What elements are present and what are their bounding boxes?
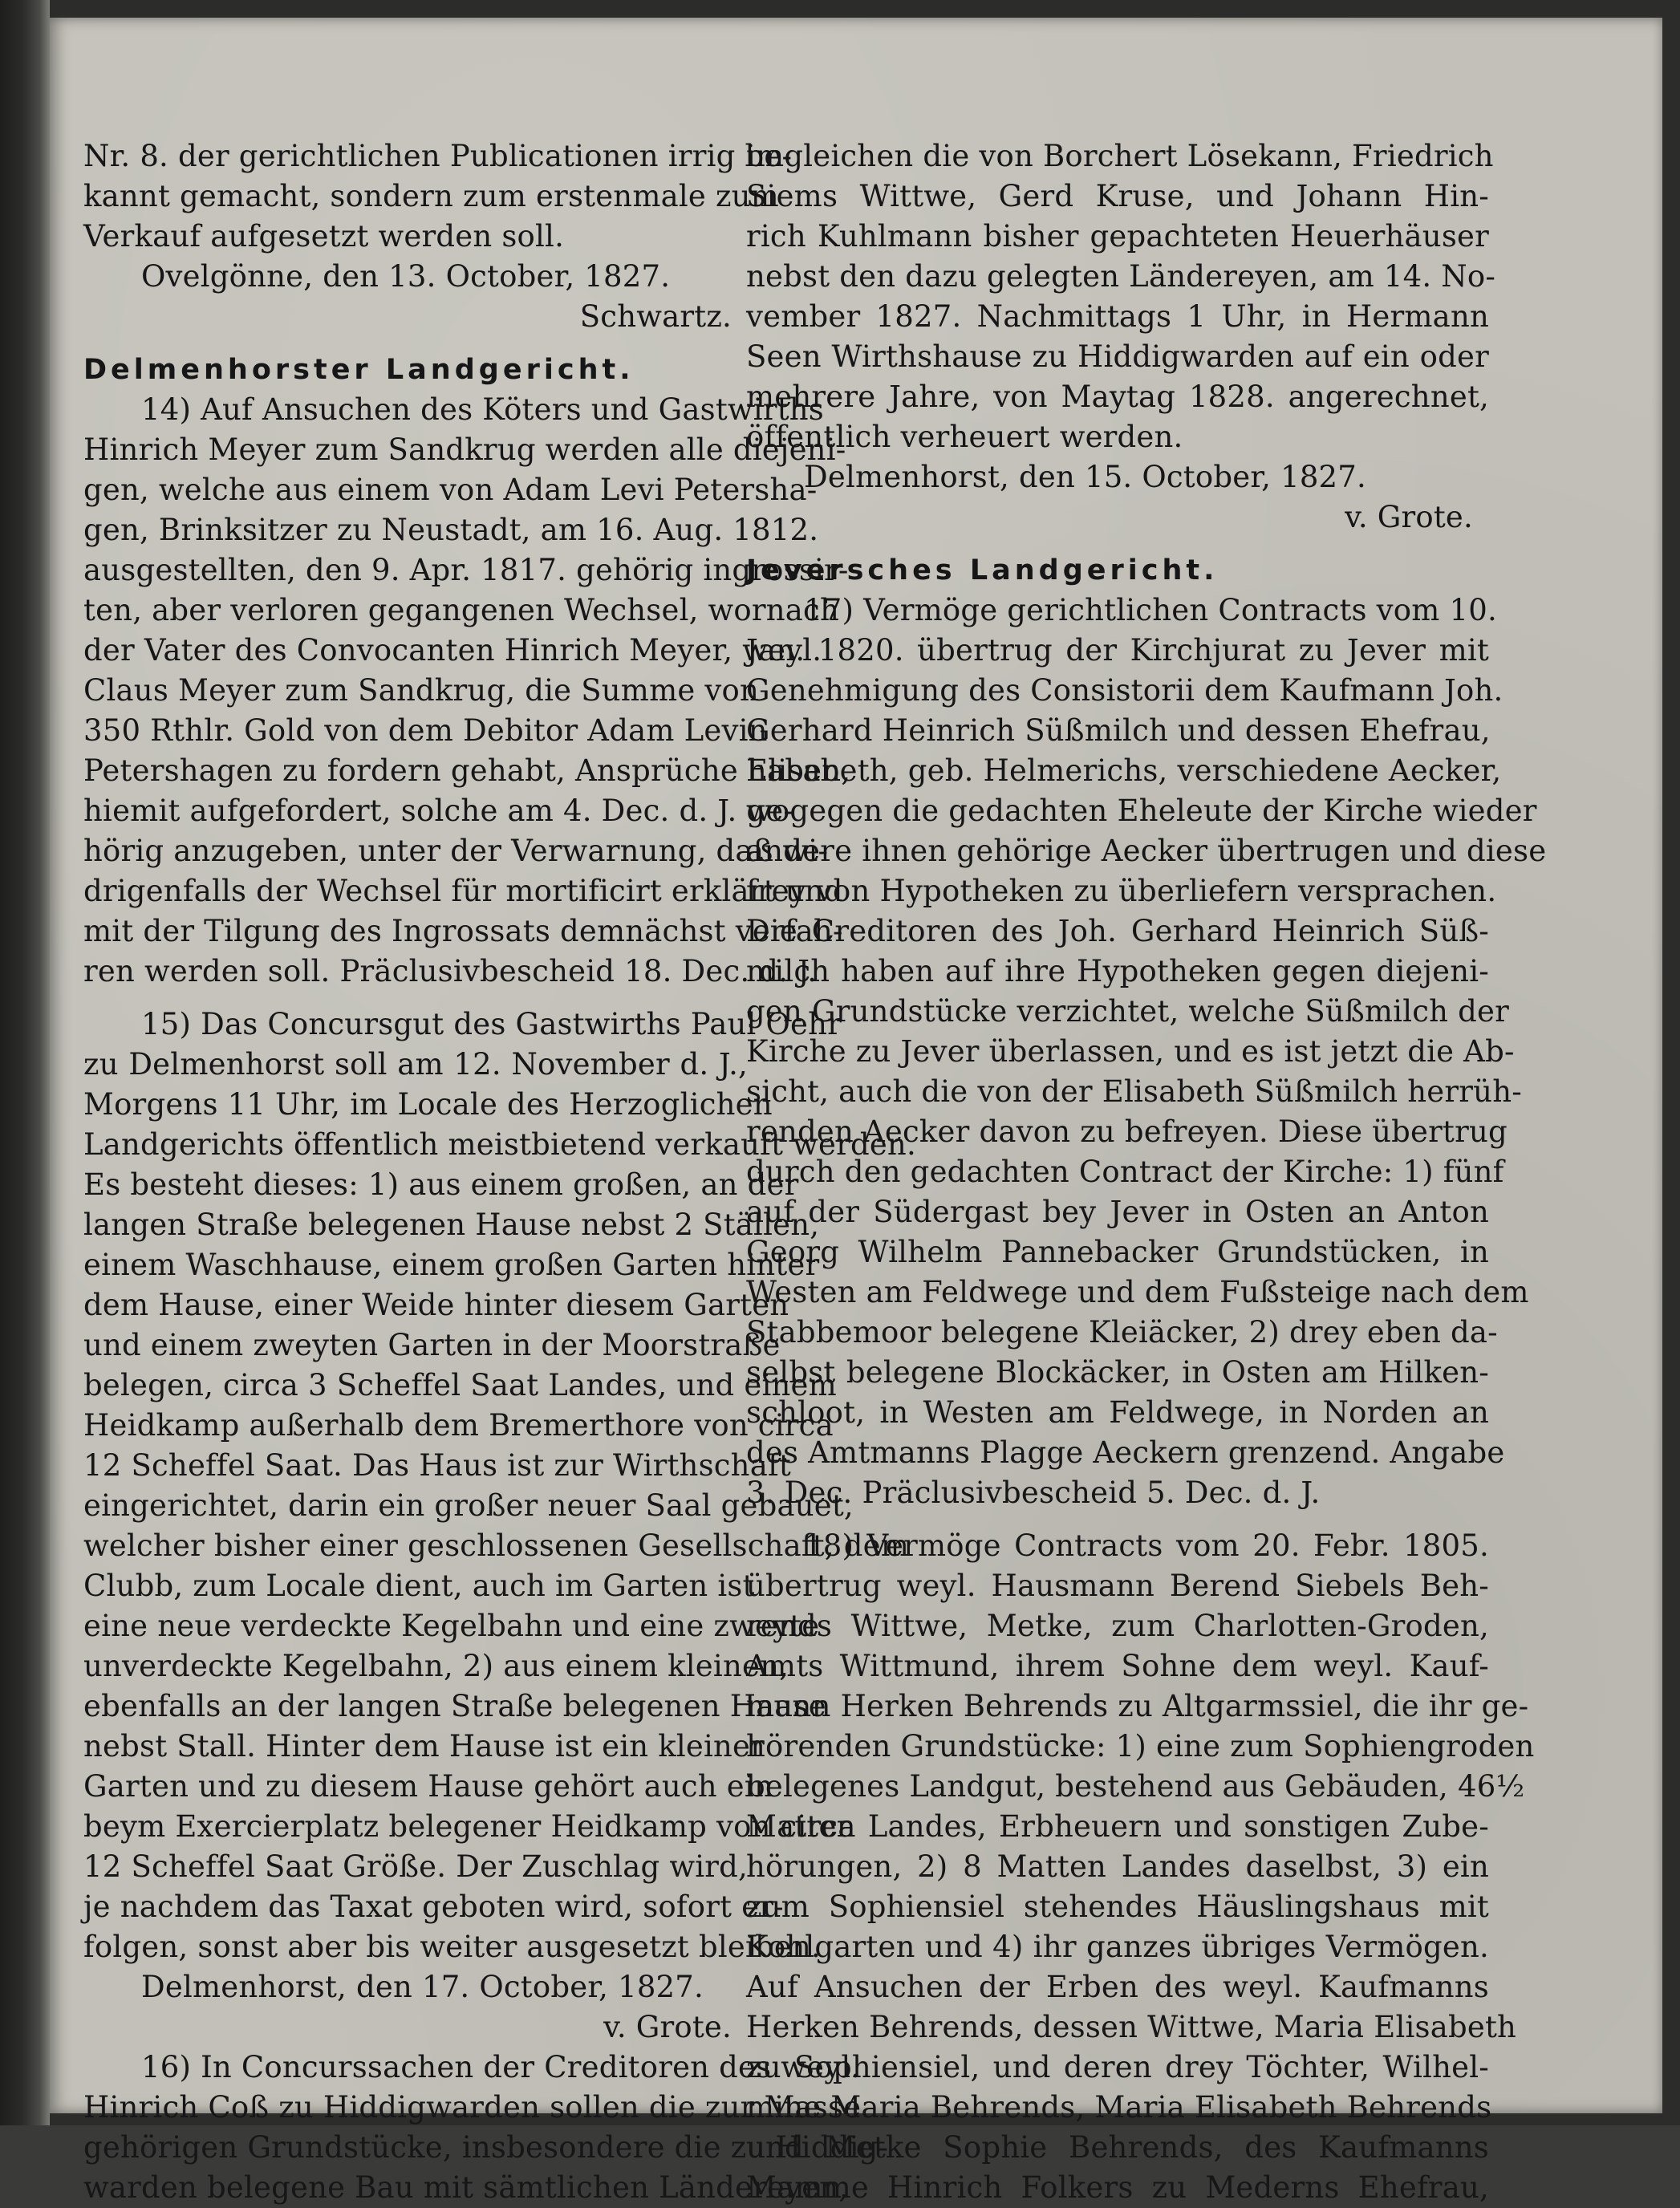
text-line: hiemit aufgefordert, solche am 4. Dec. d. J. ge- <box>83 794 794 828</box>
text-line: beym Exercierplatz belegener Heidkamp von circa <box>83 1809 856 1844</box>
text-line: ausgestellten, den 9. Apr. 1817. gehörig ingrossir- <box>83 553 849 587</box>
text-line: 350 Rthlr. Gold von dem Debitor Adam Levin <box>83 713 768 748</box>
section-heading: Delmenhorster Landgericht. <box>83 354 635 386</box>
text-line: Nr. 8. der gerichtlichen Publicationen irrig be- <box>83 139 793 173</box>
text-line: belegenes Landgut, bestehend aus Gebäuden, 46½ <box>746 1769 1525 1804</box>
text-line: nebst Stall. Hinter dem Hause ist ein kleiner <box>83 1729 765 1764</box>
text-line: ren werden soll. Präclusivbescheid 18. Dec. d. J. <box>83 954 818 988</box>
text-line: 17) Vermöge gerichtlichen Contracts vom 10. <box>804 593 1497 627</box>
text-line: frey von Hypotheken zu überliefern versprachen. <box>746 874 1497 908</box>
text-line: zu Sophiensiel, und deren drey Töchter, Wilhel- <box>746 2050 1489 2084</box>
text-line: Hinrich Coß zu Hiddigwarden sollen die zur Masse <box>83 2090 862 2125</box>
text-line: Seen Wirthshause zu Hiddigwarden auf ein oder <box>746 339 1489 374</box>
text-line: belegen, circa 3 Scheffel Saat Landes, und einem <box>83 1368 837 1402</box>
text-line: drigenfalls der Wechsel für mortificirt erklärt und <box>83 874 843 908</box>
text-line: der Vater des Convocanten Hinrich Meyer, weyl. <box>83 633 822 668</box>
text-line: 15) Das Concursgut des Gastwirths Paul Oehr <box>141 1007 842 1041</box>
text-line: folgen, sonst aber bis weiter ausgesetzt bleiben. <box>83 1930 821 1964</box>
text-line: Verkauf aufgesetzt werden soll. <box>83 219 565 254</box>
text-line: 18) Vermöge Contracts vom 20. Febr. 1805. <box>804 1528 1489 1563</box>
text-line: Kohlgarten und 4) ihr ganzes übriges Vermögen. <box>746 1930 1489 1964</box>
text-line: Kirche zu Jever überlassen, und es ist jetzt die Ab- <box>746 1034 1515 1069</box>
text-line: Stabbemoor belegene Kleiäcker, 2) drey eben da- <box>746 1315 1498 1350</box>
dateline: Delmenhorst, den 15. October, 1827. <box>804 460 1367 494</box>
text-line: rich Kuhlmann bisher gepachteten Heuerhäuser <box>746 219 1489 254</box>
text-line: ebenfalls an der langen Straße belegenen Hause <box>83 1689 826 1723</box>
text-line: 16) In Concurssachen der Creditoren des weyl. <box>141 2050 861 2084</box>
signature: v. Grote. <box>1345 500 1473 534</box>
text-line: zu Delmenhorst soll am 12. November d. J., <box>83 1047 748 1082</box>
text-line: mann Herken Behrends zu Altgarmssiel, die ihr ge- <box>746 1689 1529 1723</box>
text-line: rends Wittwe, Metke, zum Charlotten-Groden, <box>746 1609 1489 1643</box>
text-line: 14) Auf Ansuchen des Köters und Gastwirths <box>141 392 824 427</box>
text-line: Gerhard Heinrich Süßmilch und dessen Ehefrau, <box>746 713 1491 748</box>
text-line: Siems Wittwe, Gerd Kruse, und Johann Hin- <box>746 179 1489 213</box>
text-line: wogegen die gedachten Eheleute der Kirche wieder <box>746 794 1537 828</box>
dateline: Ovelgönne, den 13. October, 1827. <box>141 259 671 294</box>
text-line: schloot, in Westen am Feldwege, in Norden an <box>746 1395 1489 1430</box>
text-line: des Amtmanns Plagge Aeckern grenzend. Angabe <box>746 1435 1505 1470</box>
text-line: Mamme Hinrich Folkers zu Mederns Ehefrau, <box>746 2170 1489 2205</box>
text-line: ten, aber verloren gegangenen Wechsel, wornach <box>83 593 840 627</box>
text-line: mit der Tilgung des Ingrossats demnächst verfah- <box>83 914 843 948</box>
text-line: zum Sophiensiel stehendes Häuslingshaus mit <box>746 1889 1489 1924</box>
text-line: unverdeckte Kegelbahn, 2) aus einem kleinen, <box>83 1649 789 1683</box>
text-line: hörungen, 2) 8 Matten Landes daselbst, 3) ein <box>746 1849 1489 1884</box>
text-line: Die Creditoren des Joh. Gerhard Heinrich Süß- <box>746 914 1489 948</box>
text-line: Garten und zu diesem Hause gehört auch ein <box>83 1769 773 1804</box>
text-line: eingerichtet, darin ein großer neuer Saal gebauet, <box>83 1488 854 1523</box>
text-line: Clubb, zum Locale dient, auch im Garten ist <box>83 1569 755 1603</box>
text-line: renden Aecker davon zu befreyen. Diese übertrug <box>746 1114 1508 1149</box>
text-line: 3. Dec. Präclusivbescheid 5. Dec. d. J. <box>746 1475 1321 1510</box>
text-line: öffentlich verheuert werden. <box>746 420 1183 454</box>
text-line: warden belegene Bau mit sämtlichen Ländereyen, <box>83 2170 849 2205</box>
text-line: Elisabeth, geb. Helmerichs, verschiedene Aecker, <box>746 753 1502 788</box>
text-line: gen, Brinksitzer zu Neustadt, am 16. Aug. 1812. <box>83 513 819 547</box>
signature: Schwartz. <box>579 299 732 334</box>
text-line: 12 Scheffel Saat. Das Haus ist zur Wirthschaft <box>83 1448 791 1483</box>
text-line: imgleichen die von Borchert Lösekann, Friedrich <box>746 139 1494 173</box>
book-binding-edge <box>0 0 50 2125</box>
text-line: Jan. 1820. übertrug der Kirchjurat zu Jever mit <box>746 633 1489 668</box>
text-line: kannt gemacht, sondern zum erstenmale zum <box>83 179 779 213</box>
text-line: übertrug weyl. Hausmann Berend Siebels Beh- <box>746 1569 1489 1603</box>
text-line: eine neue verdeckte Kegelbahn und eine zweyte <box>83 1609 820 1643</box>
document-page <box>50 18 1662 2205</box>
text-line: vember 1827. Nachmittags 1 Uhr, in Hermann <box>746 299 1489 334</box>
text-line: 12 Scheffel Saat Größe. Der Zuschlag wird, <box>83 1849 748 1884</box>
section-heading: Jeversches Landgericht. <box>746 554 1219 586</box>
signature: v. Grote. <box>603 2010 732 2044</box>
text-line: selbst belegene Blockäcker, in Osten am Hilken- <box>746 1355 1489 1390</box>
text-line: Auf Ansuchen der Erben des weyl. Kaufmanns <box>746 1970 1489 2004</box>
text-line: gen Grundstücke verzichtet, welche Süßmilch der <box>746 994 1510 1029</box>
text-line: gen, welche aus einem von Adam Levi Petersha- <box>83 473 818 507</box>
text-line: durch den gedachten Contract der Kirche: 1) fünf <box>746 1155 1504 1189</box>
left-text-column <box>83 136 916 2208</box>
text-line: und Metke Sophie Behrends, des Kaufmanns <box>746 2130 1489 2165</box>
dateline: Delmenhorst, den 17. October, 1827. <box>141 1970 704 2004</box>
text-line: Matten Landes, Erbheuern und sonstigen Zube- <box>746 1809 1489 1844</box>
text-line: welcher bisher einer geschlossenen Gesellschaft, dem <box>83 1528 910 1563</box>
text-line: Westen am Feldwege und dem Fußsteige nach dem <box>746 1275 1529 1309</box>
text-line: nebst den dazu gelegten Ländereyen, am 14. No- <box>746 259 1496 294</box>
text-line: dem Hause, einer Weide hinter diesem Garten <box>83 1288 789 1322</box>
text-line: je nachdem das Taxat geboten wird, sofort er- <box>83 1889 784 1924</box>
text-line: Es besteht dieses: 1) aus einem großen, an der <box>83 1167 799 1202</box>
text-line: Hinrich Meyer zum Sandkrug werden alle diejeni- <box>83 432 846 467</box>
text-line: Landgerichts öffentlich meistbietend verkauft werden. <box>83 1127 916 1162</box>
text-line: mine Maria Behrends, Maria Elisabeth Behrends <box>746 2090 1492 2125</box>
text-line: Petershagen zu fordern gehabt, Ansprüche haben, <box>83 753 851 788</box>
text-line: mehrere Jahre, von Maytag 1828. angerechnet, <box>746 380 1489 414</box>
text-line: Genehmigung des Consistorii dem Kaufmann Joh. <box>746 673 1503 708</box>
text-line: hörig anzugeben, unter der Verwarnung, daß wi- <box>83 834 829 868</box>
text-line: Morgens 11 Uhr, im Locale des Herzoglichen <box>83 1087 773 1122</box>
text-line: und einem zweyten Garten in der Moorstraße <box>83 1328 781 1362</box>
text-line: andere ihnen gehörige Aecker übertrugen und diese <box>746 834 1547 868</box>
text-line: Georg Wilhelm Pannebacker Grundstücken, in <box>746 1235 1489 1269</box>
right-text-column <box>746 136 1547 2208</box>
text-line: sicht, auch die von der Elisabeth Süßmilch herrüh- <box>746 1074 1522 1109</box>
text-line: langen Straße belegenen Hause nebst 2 Ställen, <box>83 1208 820 1242</box>
text-line: gehörigen Grundstücke, insbesondere die zu Hiddig- <box>83 2130 889 2165</box>
text-line: Claus Meyer zum Sandkrug, die Summe von <box>83 673 760 708</box>
text-line: hörenden Grundstücke: 1) eine zum Sophiengroden <box>746 1729 1535 1764</box>
text-line: einem Waschhause, einem großen Garten hinter <box>83 1248 820 1282</box>
text-line: Herken Behrends, dessen Wittwe, Maria Elisabeth <box>746 2010 1517 2044</box>
text-line: auf der Südergast bey Jever in Osten an Anton <box>746 1195 1489 1229</box>
text-line: milch haben auf ihre Hypotheken gegen diejeni- <box>746 954 1489 988</box>
text-line: Amts Wittmund, ihrem Sohne dem weyl. Kauf- <box>746 1649 1489 1683</box>
text-line: Heidkamp außerhalb dem Bremerthore von circa <box>83 1408 834 1443</box>
